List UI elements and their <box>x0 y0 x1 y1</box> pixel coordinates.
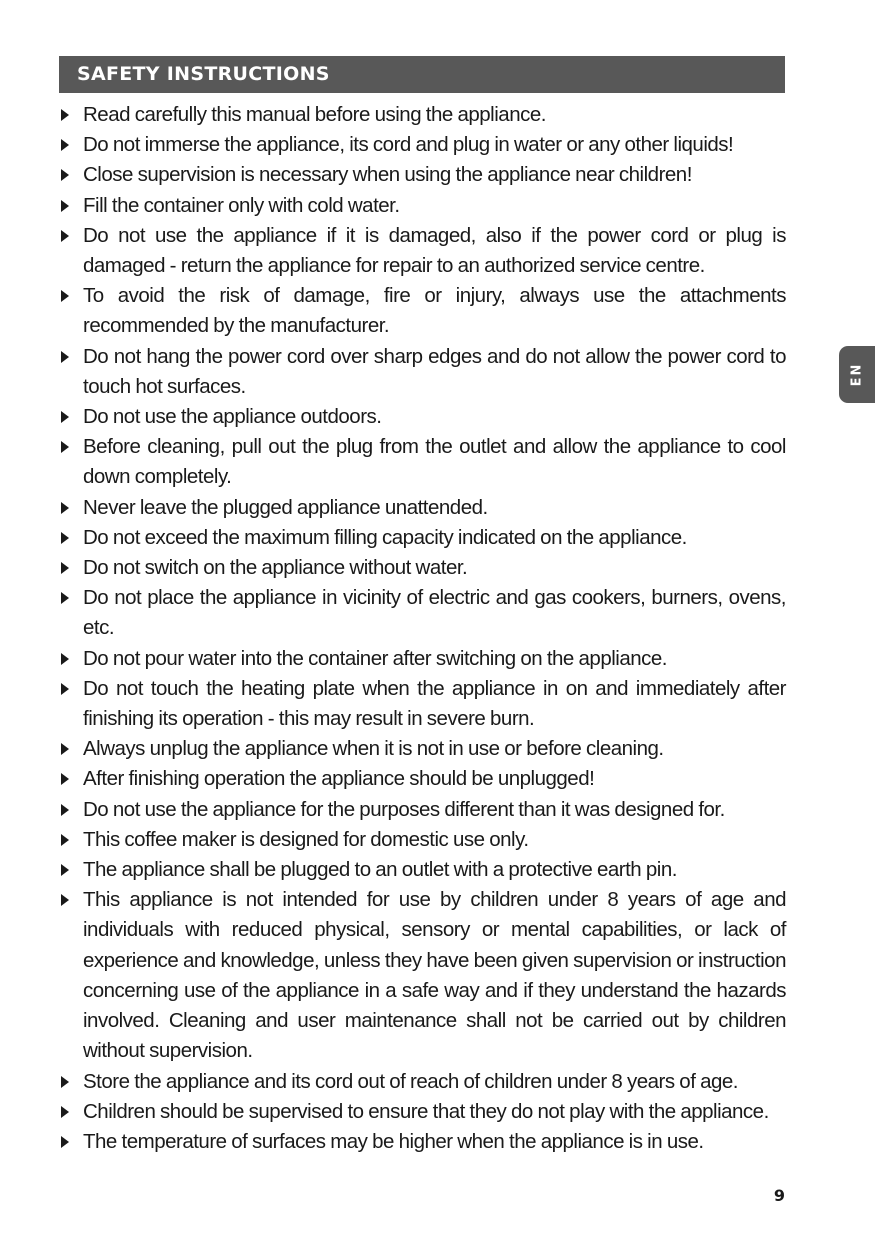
list-item <box>59 342 786 402</box>
bullet-arrow-icon <box>61 804 69 816</box>
bullet-arrow-icon <box>61 1106 69 1118</box>
instruction-text: This coffee maker is designed for domestic use only. <box>83 827 529 851</box>
list-item <box>59 583 786 643</box>
instruction-text: Do not use the appliance for the purposes different than it was designed for. <box>83 797 725 821</box>
instruction-text: Before cleaning, pull out the plug from the outlet and allow the appliance to cool down completely. <box>83 435 786 489</box>
list-item <box>59 1097 786 1127</box>
instruction-text: Do not touch the heating plate when the appliance in on and immediately after finishing its operation - this may result in severe burn. <box>83 676 786 731</box>
list-item <box>59 734 786 764</box>
bullet-arrow-icon <box>61 290 69 302</box>
bullet-arrow-icon <box>61 683 69 695</box>
list-item <box>59 1127 786 1157</box>
list-item <box>59 855 786 885</box>
bullet-arrow-icon <box>61 230 69 242</box>
instruction-list <box>59 100 786 1157</box>
list-item <box>59 764 786 794</box>
bullet-arrow-icon <box>61 592 69 604</box>
bullet-arrow-icon <box>61 864 69 876</box>
bullet-arrow-icon <box>61 1076 69 1088</box>
list-item <box>59 130 786 160</box>
page-number: 9 <box>773 1186 785 1205</box>
bullet-arrow-icon <box>61 441 69 453</box>
instruction-text: Do not switch on the appliance without water. <box>83 556 468 580</box>
list-item <box>59 281 786 341</box>
bullet-arrow-icon <box>61 532 69 544</box>
list-item <box>59 100 786 130</box>
instruction-text: Store the appliance and its cord out of reach of children under 8 years of age. <box>83 1069 738 1093</box>
bullet-arrow-icon <box>61 653 69 665</box>
bullet-arrow-icon <box>61 169 69 181</box>
bullet-arrow-icon <box>61 834 69 846</box>
instruction-text: Do not immerse the appliance, its cord and plug in water or any other liquids! <box>83 133 734 157</box>
list-item <box>59 402 786 432</box>
instruction-text: Fill the container only with cold water. <box>83 193 400 217</box>
bullet-arrow-icon <box>61 773 69 785</box>
instruction-text: Read carefully this manual before using the appliance. <box>83 103 546 126</box>
list-item <box>59 1067 786 1097</box>
section-title: SAFETY INSTRUCTIONS <box>77 63 330 85</box>
bullet-arrow-icon <box>61 1136 69 1148</box>
list-item <box>59 191 786 221</box>
bullet-arrow-icon <box>61 351 69 363</box>
instruction-text: The temperature of surfaces may be higher when the appliance is in use. <box>83 1129 704 1153</box>
language-label: EN <box>849 362 865 387</box>
instruction-text: Do not place the appliance in vicinity of electric and gas cookers, burners, ovens, etc. <box>83 586 786 640</box>
list-item <box>59 885 786 1066</box>
instruction-text: Do not hang the power cord over sharp edges and do not allow the power cord to touch hot surfaces. <box>83 344 786 398</box>
list-item <box>59 221 786 281</box>
list-item <box>59 523 786 553</box>
instruction-text: Always unplug the appliance when it is not in use or before cleaning. <box>83 737 664 761</box>
bullet-arrow-icon <box>61 502 69 514</box>
instruction-text: Never leave the plugged appliance unattended. <box>83 495 488 519</box>
list-item <box>59 160 786 190</box>
list-item <box>59 644 786 674</box>
list-item <box>59 674 786 734</box>
instruction-text: This appliance is not intended for use by children under 8 years of age and individuals with reduced physical, sensory or mental capabilities, or lack of experience and knowledge, unless they have been given supervision or instruction concerning use of the appliance in a safe way and if they understand the hazards involved. Cleaning and user maintenance shall not be carried out by children without supervision. <box>83 888 786 1063</box>
instruction-text: Children should be supervised to ensure that they do not play with the appliance. <box>83 1099 769 1123</box>
list-item <box>59 825 786 855</box>
bullet-arrow-icon <box>61 109 69 121</box>
instruction-text: Do not pour water into the container after switching on the appliance. <box>83 646 667 670</box>
instruction-text: Close supervision is necessary when using the appliance near children! <box>83 163 692 187</box>
language-tab <box>839 346 875 403</box>
instruction-text: After finishing operation the appliance should be unplugged! <box>83 767 595 791</box>
instruction-text: Do not exceed the maximum filling capacity indicated on the appliance. <box>83 525 687 549</box>
instruction-text: To avoid the risk of damage, fire or injury, always use the attachments recommended by the manufacturer. <box>83 284 786 338</box>
bullet-arrow-icon <box>61 743 69 755</box>
bullet-arrow-icon <box>61 139 69 151</box>
bullet-arrow-icon <box>61 200 69 212</box>
list-item <box>59 795 786 825</box>
list-item <box>59 432 786 492</box>
bullet-arrow-icon <box>61 411 69 423</box>
bullet-arrow-icon <box>61 562 69 574</box>
list-item <box>59 553 786 583</box>
list-item <box>59 493 786 523</box>
bullet-arrow-icon <box>61 894 69 906</box>
instruction-text: Do not use the appliance if it is damaged, also if the power cord or plug is damaged - return the appliance for repair to an authorized service centre. <box>83 223 786 278</box>
instruction-text: The appliance shall be plugged to an outlet with a protective earth pin. <box>83 858 677 882</box>
instruction-text: Do not use the appliance outdoors. <box>83 405 382 429</box>
section-header <box>59 56 785 93</box>
